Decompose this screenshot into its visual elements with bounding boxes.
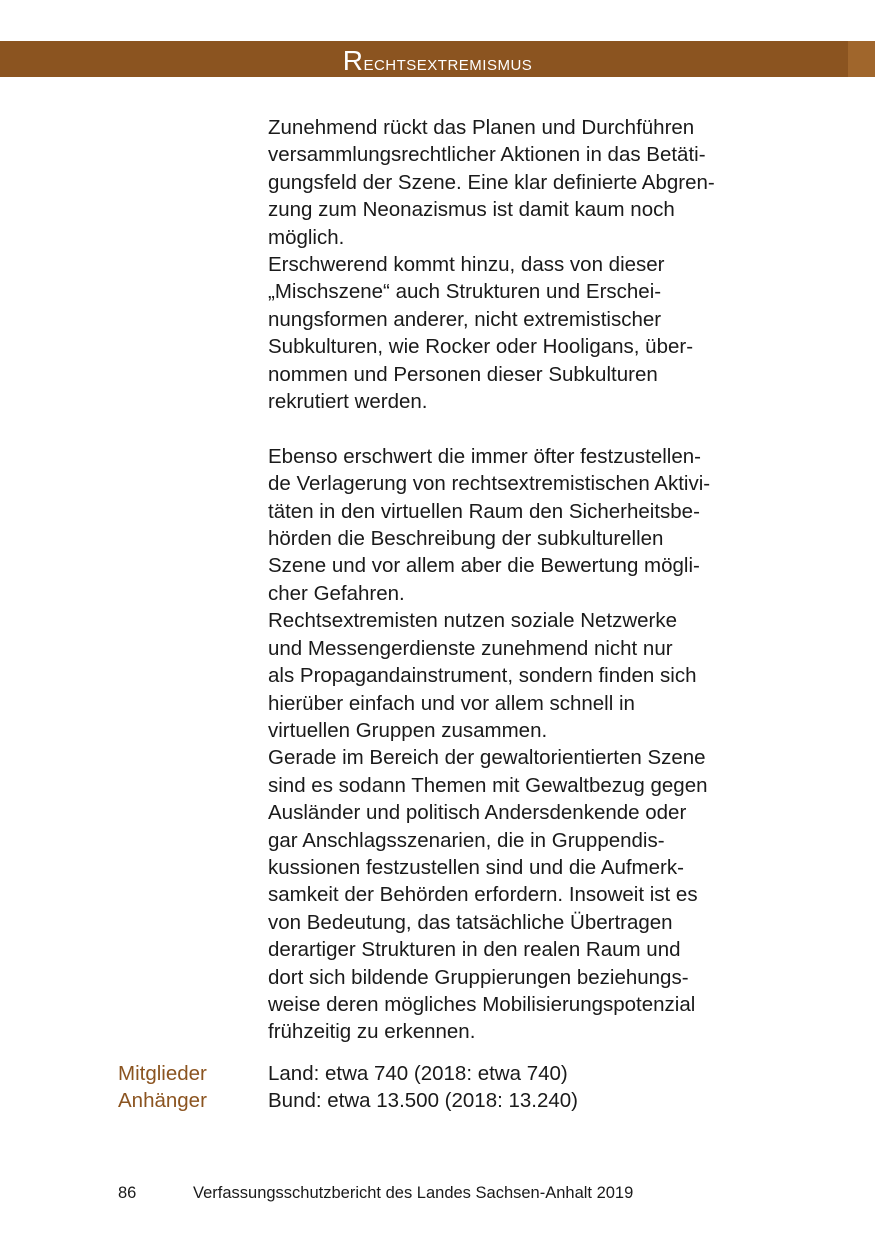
text-line: dort sich bildende Gruppierungen beziehungs- [268, 965, 689, 989]
text-line: hierüber einfach und vor allem schnell in [268, 691, 635, 715]
paragraph-gap [268, 415, 768, 442]
text-line: und Messengerdienste zunehmend nicht nur [268, 636, 673, 660]
text-line: frühzeitig zu erkennen. [268, 1020, 476, 1044]
text-line: nungsformen anderer, nicht extremistischer [268, 307, 662, 331]
text-line: hörden die Beschreibung der subkulturellen [268, 527, 664, 551]
text-line: möglich. [268, 225, 345, 249]
supporters-value: Bund: etwa 13.500 (2018: 13.240) [268, 1089, 579, 1112]
text-line: „Mischszene“ auch Strukturen und Erschei- [268, 280, 662, 304]
text-line: Ebenso erschwert die immer öfter festzustellen- [268, 444, 701, 468]
text-line: als Propagandainstrument, sondern finden sich [268, 664, 697, 688]
chapter-title [0, 41, 875, 77]
text-line: Zunehmend rückt das Planen und Durchführen [268, 116, 695, 139]
paragraph-1 [268, 114, 768, 415]
chapter-title-initial: R [342, 45, 364, 76]
text-line: Szene und vor allem aber die Bewertung mögli- [268, 554, 700, 578]
stats-values [268, 1060, 578, 1114]
text-line: cher Gefahren. [268, 581, 405, 605]
text-line: sind es sodann Themen mit Gewaltbezug gegen [268, 773, 708, 797]
footer-title: Verfassungsschutzbericht des Landes Sachsen-Anhalt 2019 [193, 1184, 634, 1202]
text-line: Erschwerend kommt hinzu, dass von dieser [268, 253, 665, 277]
body-text [268, 114, 768, 1046]
text-line: gar Anschlagsszenarien, die in Gruppendis- [268, 828, 665, 852]
text-line: Ausländer und politisch Andersdenkende oder [268, 801, 687, 825]
page-number: 86 [118, 1184, 137, 1202]
text-line: gungsfeld der Szene. Eine klar definierte Abgren- [268, 170, 715, 194]
text-line: täten in den virtuellen Raum den Sicherheitsbe- [268, 499, 700, 523]
text-line: de Verlagerung von rechtsextremistischen Aktivi- [268, 472, 711, 496]
text-line: von Bedeutung, das tatsächliche Übertragen [268, 910, 673, 934]
text-line: samkeit der Behörden erfordern. Insoweit ist es [268, 883, 698, 907]
members-label: Mitglieder [118, 1062, 207, 1085]
paragraph-2 [268, 443, 768, 1046]
text-line: Subkulturen, wie Rocker oder Hooligans, über- [268, 335, 694, 359]
text-line: rekrutiert werden. [268, 390, 428, 414]
text-line: weise deren mögliches Mobilisierungspotenzial [268, 992, 696, 1016]
chapter-title-rest: echtsextremismus [363, 52, 533, 75]
text-line: nommen und Personen dieser Subkulturen [268, 362, 658, 386]
supporters-label: Anhänger [118, 1089, 207, 1112]
text-line: Gerade im Bereich der gewaltorientierten Szene [268, 746, 706, 770]
text-line: versammlungsrechtlicher Aktionen in das Betäti- [268, 143, 706, 167]
text-line: virtuellen Gruppen zusammen. [268, 718, 548, 742]
text-line: Rechtsextremisten nutzen soziale Netzwerke [268, 609, 678, 633]
stats-labels [118, 1060, 207, 1114]
text-line: kussionen festzustellen sind und die Aufmerk- [268, 855, 684, 879]
text-line: derartiger Strukturen in den realen Raum und [268, 938, 681, 962]
text-line: zung zum Neonazismus ist damit kaum noch [268, 198, 675, 222]
members-value: Land: etwa 740 (2018: etwa 740) [268, 1062, 568, 1085]
